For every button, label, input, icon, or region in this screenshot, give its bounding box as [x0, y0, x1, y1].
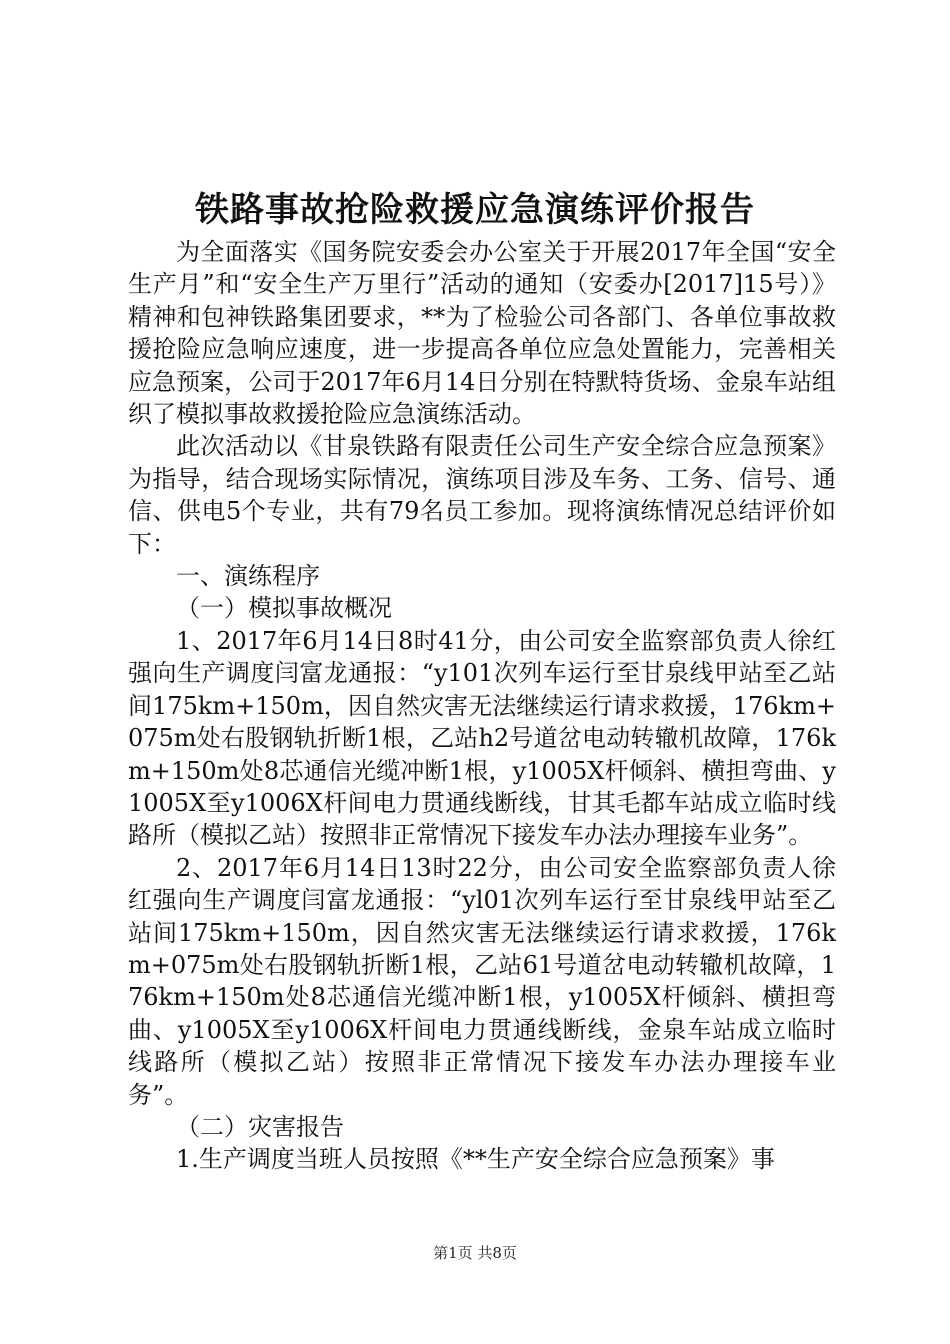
subsection-heading-disaster-report: （二）灾害报告 — [176, 1112, 344, 1141]
paragraph-drill-2: 2、2017年6月14日13时22分，由公司安全监察部负责人徐红强向生产调度闫富龙通报：“yl01次列车运行至甘泉线甲站至乙站间175km+150m，因自然灾害无法继续运行请求救援，176km+075m处右股钢轨折断1根，乙站61号道岔电动转辙机故障，176km+150m处8芯通信光缆冲断1根，y1005X杆倾斜、横担弯曲、y1005X至y1006X杆间电力贯通线断线，金泉车站成立临时线路所（模拟乙站）按照非正常情况下接发车办法办理接车业务”。 — [128, 853, 836, 1109]
document-body — [128, 236, 836, 1176]
subsection-heading-accident-overview: （一）模拟事故概况 — [176, 594, 392, 623]
document-title: 铁路事故抢险救援应急演练评价报告 — [195, 190, 755, 230]
paragraph-intro: 为全面落实《国务院安委会办公室关于开展2017年全国“安全生产月”和“安全生产万里行”活动的通知（安委办[2017]15号）》精神和包神铁路集团要求，**为了检验公司各部门、各单位事故救援抢险应急响应速度，进一步提高各单位应急处置能力，完善相关应急预案，公司于2017年6月14日分别在特默特货场、金泉车站组织了模拟事故救援抢险应急演练活动。 — [128, 238, 836, 429]
page-footer: 第1页 共8页 — [433, 1244, 517, 1262]
paragraph-overview: 此次活动以《甘泉铁路有限责任公司生产安全综合应急预案》为指导，结合现场实际情况，演练项目涉及车务、工务、信号、通信、供电5个专业，共有79名员工参加。现将演练情况总结评价如下： — [128, 432, 836, 558]
section-heading-drill-procedure: 一、演练程序 — [176, 562, 320, 591]
paragraph-report-1: 1.生产调度当班人员按照《**生产安全综合应急预案》事 — [176, 1145, 775, 1174]
paragraph-drill-1: 1、2017年6月14日8时41分，由公司安全监察部负责人徐红强向生产调度闫富龙通报：“y101次列车运行至甘泉线甲站至乙站间175km+150m，因自然灾害无法继续运行请求救援，176km+075m处右股钢轨折断1根，乙站h2号道岔电动转辙机故障，176km+150m处8芯通信光缆冲断1根，y1005X杆倾斜、横担弯曲、y1005X至y1006X杆间电力贯通线断线，甘其毛都车站成立临时线路所（模拟乙站）按照非正常情况下接发车办法办理接车业务”。 — [128, 626, 836, 850]
